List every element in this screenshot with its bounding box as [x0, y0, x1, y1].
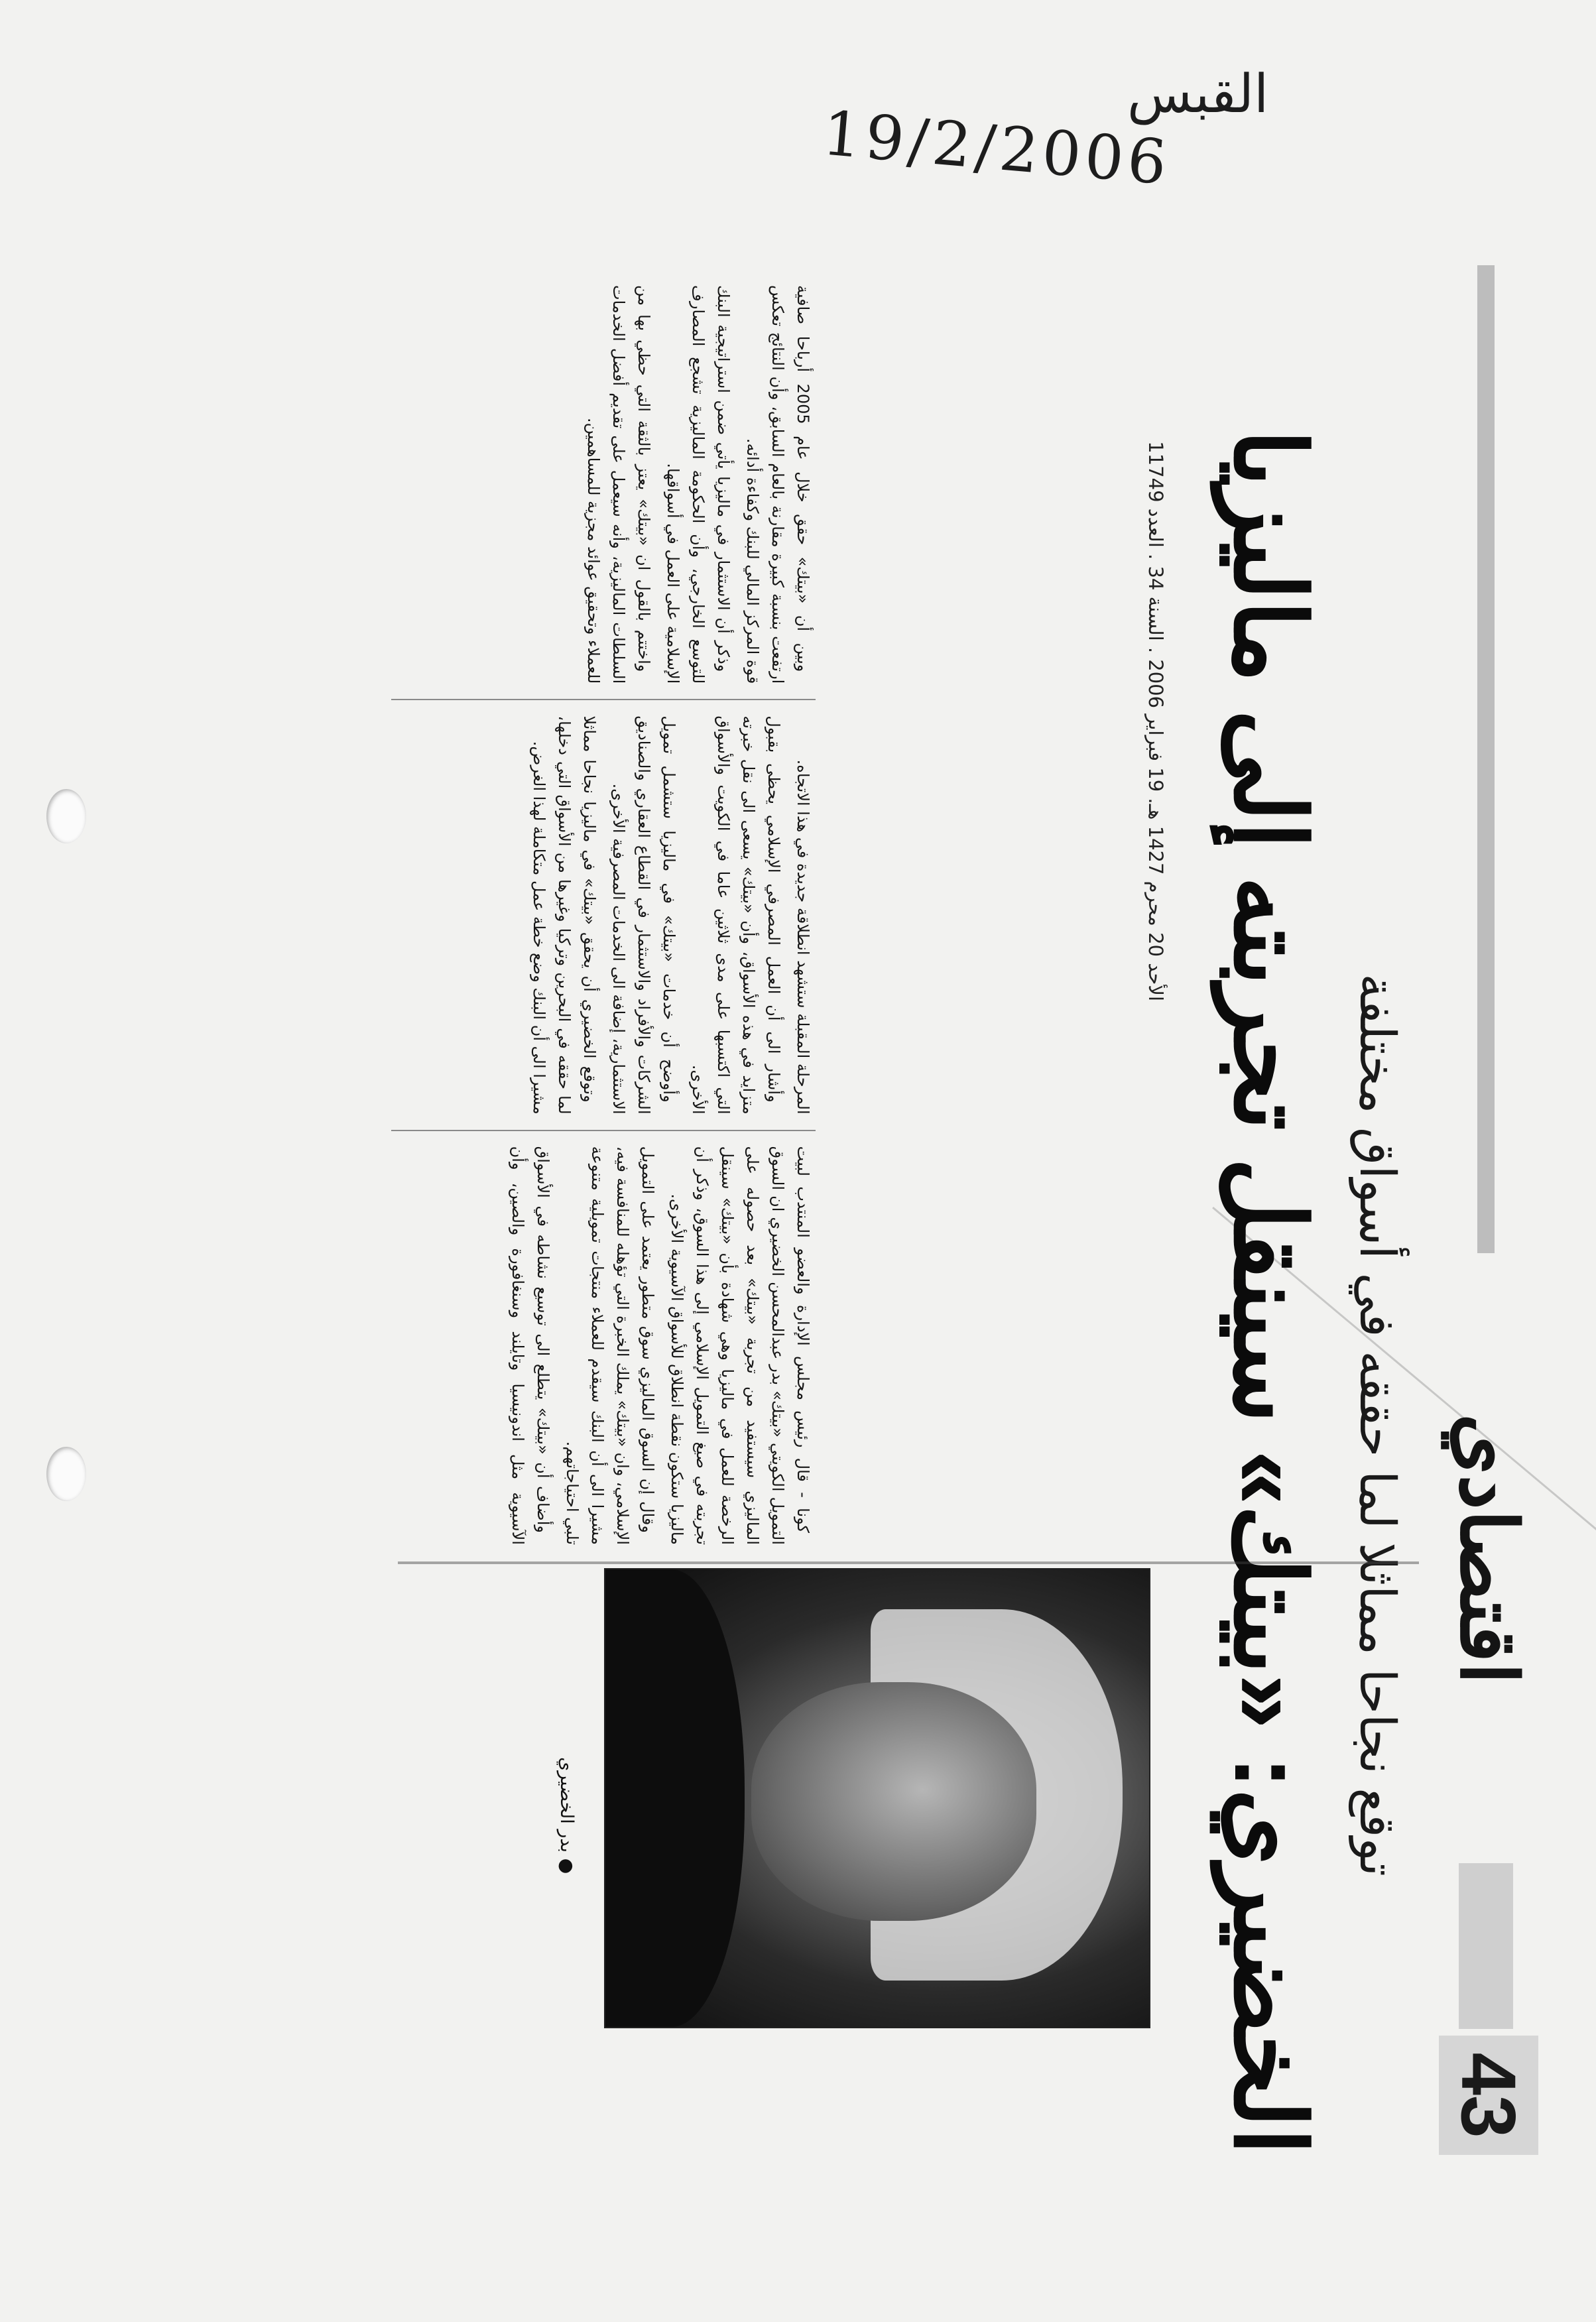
article-body [391, 285, 816, 1545]
photo-caption: ● بدر الخضيري [556, 1757, 577, 1874]
article-paragraph: وقال إن السوق الماليزي سوق متطور يعتمد على التمويل الإسلامي، وان «بيتك» يملك الخبرة التي تؤهله للمنافسة فيه، مشيرا الى أن البنك سيقدم للعملاء منتجات تمويلية متنوعة تلبي احتياجاتهم. [563, 1146, 657, 1545]
section-rule [1477, 265, 1495, 1253]
article-dateline: الأحد 20 محرم 1427 هـ. 19 فبراير 2006 . السنة 34 . العدد 11749 [1144, 441, 1167, 1001]
article-paragraph: وأوضح أن خدمات «بيتك» في ماليزيا ستشمل تمويل الشركات والأفراد والاستثمار في القطاع العقاري والصناديق الاستثمارية، إضافة الى الخدمات المصرفية الأخرى. [609, 715, 678, 1115]
article-paragraph: وأضاف أن «بيتك» يتطلع الى توسيع نشاطه في الأسواق الآسيوية مثل اندونيسيا وتايلند وسنغافورة والصين، وأن المرحلة المقبلة ستشهد انطلاقة جديدة في هذا الاتجاه. [509, 759, 812, 1545]
punch-hole-top [46, 789, 86, 843]
face-shape [751, 1682, 1036, 1921]
article-paragraph: وتوقع الخضيري أن يحقق «بيتك» في ماليزيا نجاحا مماثلا لما حققه في البحرين وتركيا وغيرها من الأسواق التي دخلها، مشيرا الى أن البنك وضع خطة عمل متكاملة لهذا الغرض. [530, 715, 599, 1115]
portrait-photo [604, 1568, 1150, 2028]
shoulders-shape [604, 1569, 745, 2027]
handwritten-source: القبس [1127, 63, 1269, 125]
article-paragraph: وبين أن «بيتك» حقق خلال عام 2005 أرباحا صافية ارتفعت بنسبة كبيرة مقارنة بالعام السابق، وأن النتائج تعكس قوة المركز المالي للبنك وكفاءة أدائه. [743, 285, 812, 684]
section-bar [1459, 1863, 1513, 2029]
page-number: 43 [1439, 2036, 1538, 2155]
article-headline: الخضيري: «بيتك» سينقل تجربته إلى ماليزيا [1214, 429, 1323, 2155]
section-name: اقتصادي [1444, 1414, 1532, 1684]
photo-divider [398, 1561, 1419, 1564]
article-kicker: توقع نجاحا مماثلا لما حققه في أسواق مختلفة [1350, 973, 1405, 1876]
article-paragraph: وذكر أن الاستثمار في ماليزيا يأتي ضمن استراتيجية البنك للتوسع الخارجي، وأن الحكومة الماليزية تشجع المصارف الإسلامية على العمل في أسواقها. [664, 285, 733, 684]
punch-hole-bottom [46, 1447, 86, 1501]
newspaper-clipping [371, 265, 1538, 2162]
handwritten-date: 19/2/2006 [820, 97, 1174, 199]
article-paragraph: وأشار الى أن العمل المصرفي الإسلامي يحظى بقبول متزايد في هذه الأسواق، وأن «بيتك» يسعى الى نقل خبرته التي اكتسبها على مدى ثلاثين عاما في الكويت والأسواق الأخرى. [689, 715, 783, 1115]
photo-caption-text: بدر الخضيري [556, 1757, 577, 1853]
article-paragraph: كونا - قال رئيس مجلس الإدارة والعضو المنتدب لبيت التمويل الكويتي «بيتك» بدر عبدالمحسن الخضيري ان السوق الماليزي سيستفيد من تجربة «بيتك» بعد حصوله على الرخصة للعمل في ماليزيا وهي شهادة بأن «بيتك» سينقل تجربته في صيغ التمويل الإسلامي إلى هذا السوق، وذكر أن ماليزيا ستكون نقطة انطلاق للأسواق الآسيوية الأخرى. [668, 1146, 812, 1545]
article-paragraph: واختتم بالقول ان «بيتك» يعتز بالثقة التي حظي بها من السلطات الماليزية، وأنه سيعمل على تقديم أفضل الخدمات للعملاء وتحقيق عوائد مجزية للمساهمين. [584, 285, 653, 684]
